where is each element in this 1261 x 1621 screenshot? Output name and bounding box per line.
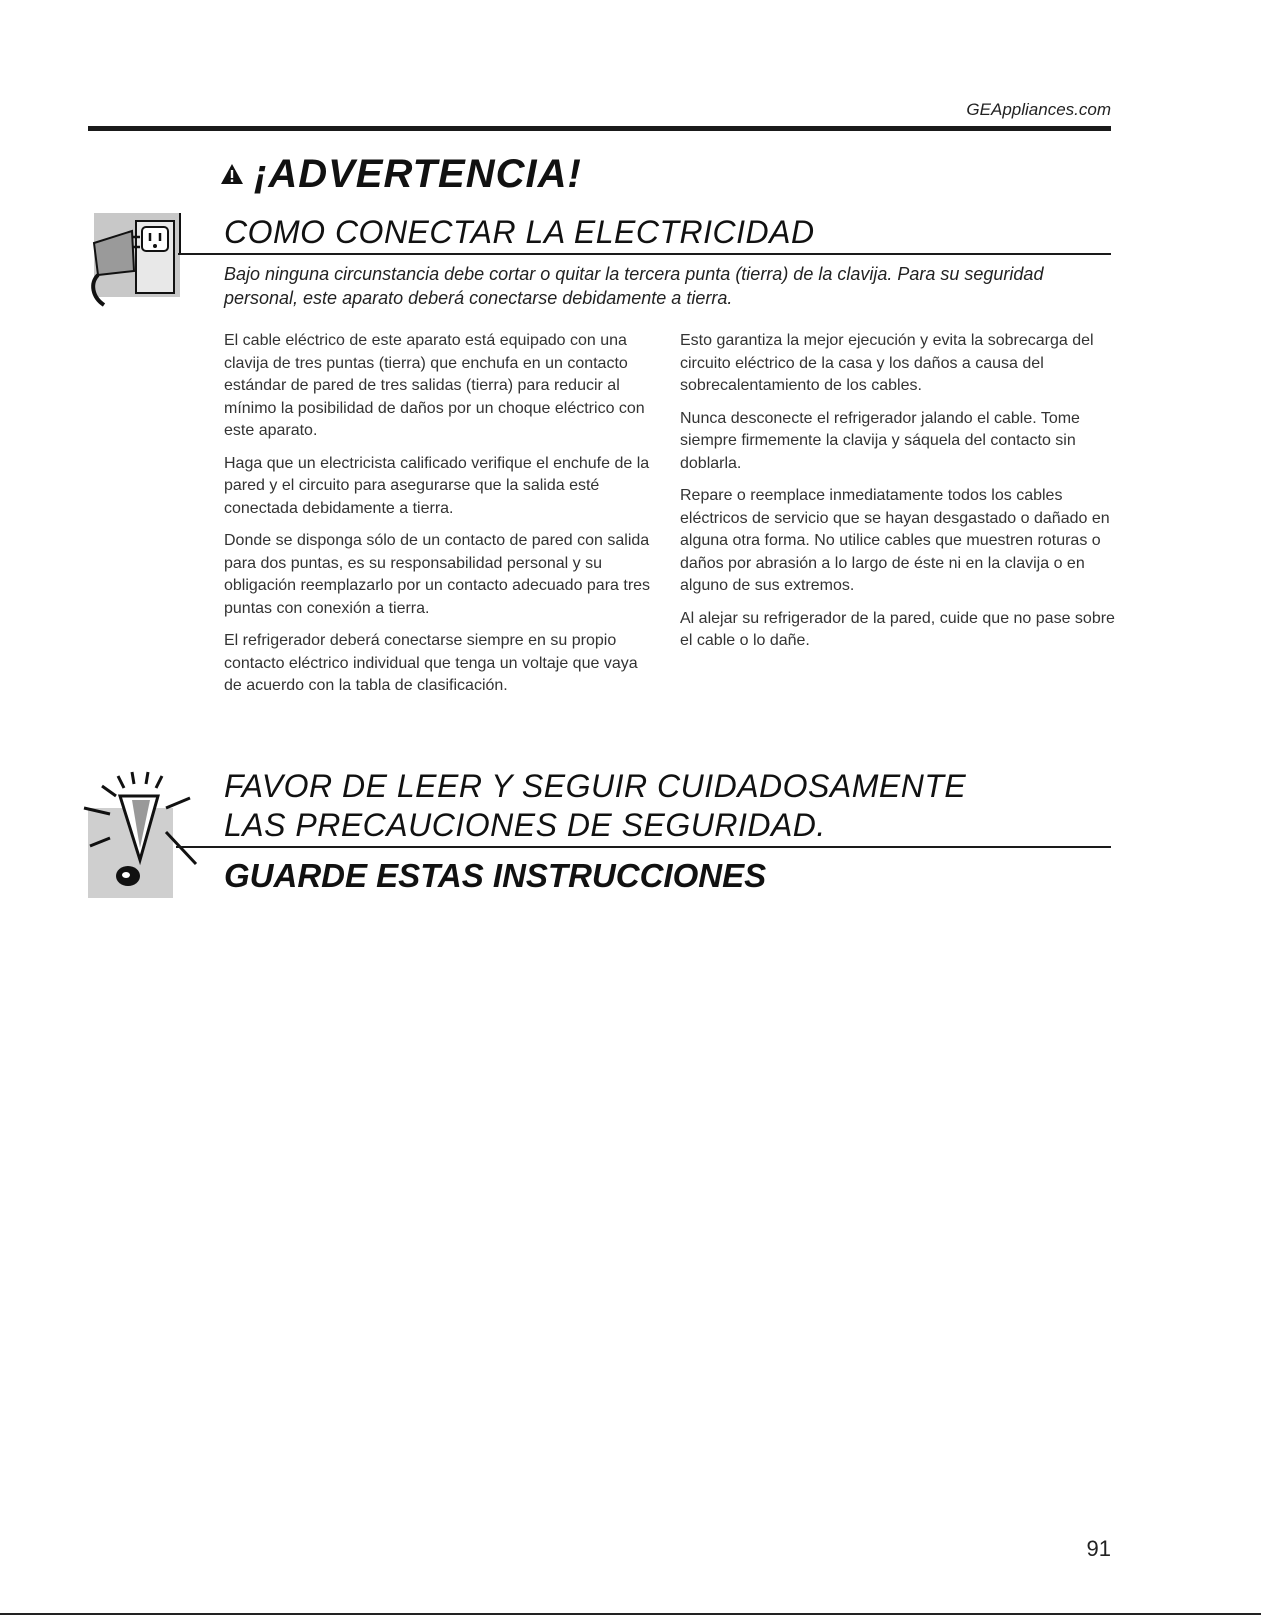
paragraph: Repare o reemplace inmediatamente todos los cables eléctricos de servicio que se hayan desgastado o dañado en alguna otra forma. No utilice cables que muestren roturas o daños por abrasión a lo largo de éste ni en la clavija o en alguno de sus extremos. (680, 487, 1110, 594)
save-instructions: GUARDE ESTAS INSTRUCCIONES (224, 857, 767, 894)
warning-header (220, 150, 582, 198)
paragraph: Haga que un electricista calificado verifique el enchufe de la pared y el circuito para asegurarse que la salida esté conectada debidamente a tierra. (224, 454, 650, 517)
paragraph: Al alejar su refrigerador de la pared, cuide que no pase sobre el cable o lo dañe. (680, 609, 1115, 649)
plug-outlet-icon (88, 213, 184, 313)
safety-heading-line2: LAS PRECAUCIONES DE SEGURIDAD. (224, 807, 826, 843)
paragraph: El cable eléctrico de este aparato está equipado con una clavija de tres puntas (tierra) que enchufa en un contacto estándar de pared de tres salidas (tierra) para reducir al mínimo la posibilidad de daños por un choque eléctrico con este aparato. (224, 332, 645, 439)
intro-text: Bajo ninguna circunstancia debe cortar o quitar la tercera punta (tierra) de la clavija. Para su seguridad personal, este aparato deberá conectarse debidamente a tierra. (224, 264, 1044, 308)
top-rule (88, 126, 1111, 131)
paragraph: El refrigerador deberá conectarse siempre en su propio contacto eléctrico individual que tenga un voltaje que vaya de acuerdo con la tabla de clasificación. (224, 632, 638, 694)
section-rule (178, 253, 1111, 255)
alert-triangle-icon (220, 163, 244, 185)
paragraph: Esto garantiza la mejor ejecución y evita la sobrecarga del circuito eléctrico de la casa y los daños a causa del sobrecalentamiento de los cables. (680, 332, 1094, 394)
exclamation-warning-icon (80, 768, 205, 898)
safety-rule (176, 846, 1111, 848)
left-column (224, 330, 652, 708)
paragraph: Donde se disponga sólo de un contacto de pared con salida para dos puntas, es su responsabilidad personal y su obligación reemplazarlo por un contacto adecuado para tres puntas con conexión a tierra. (224, 532, 651, 617)
safety-heading-line1: FAVOR DE LEER Y SEGUIR CUIDADOSAMENTE (224, 768, 967, 804)
site-url: GEAppliances.com (966, 100, 1111, 119)
warning-title: ¡ADVERTENCIA! (254, 151, 582, 196)
section-heading: COMO CONECTAR LA ELECTRICIDAD (224, 214, 815, 250)
right-column (680, 330, 1120, 663)
paragraph: Nunca desconecte el refrigerador jalando el cable. Tome siempre firmemente la clavija y sáquela del contacto sin doblarla. (680, 409, 1080, 472)
bottom-rule (0, 1613, 1261, 1615)
page-number: 91 (1086, 1536, 1111, 1561)
